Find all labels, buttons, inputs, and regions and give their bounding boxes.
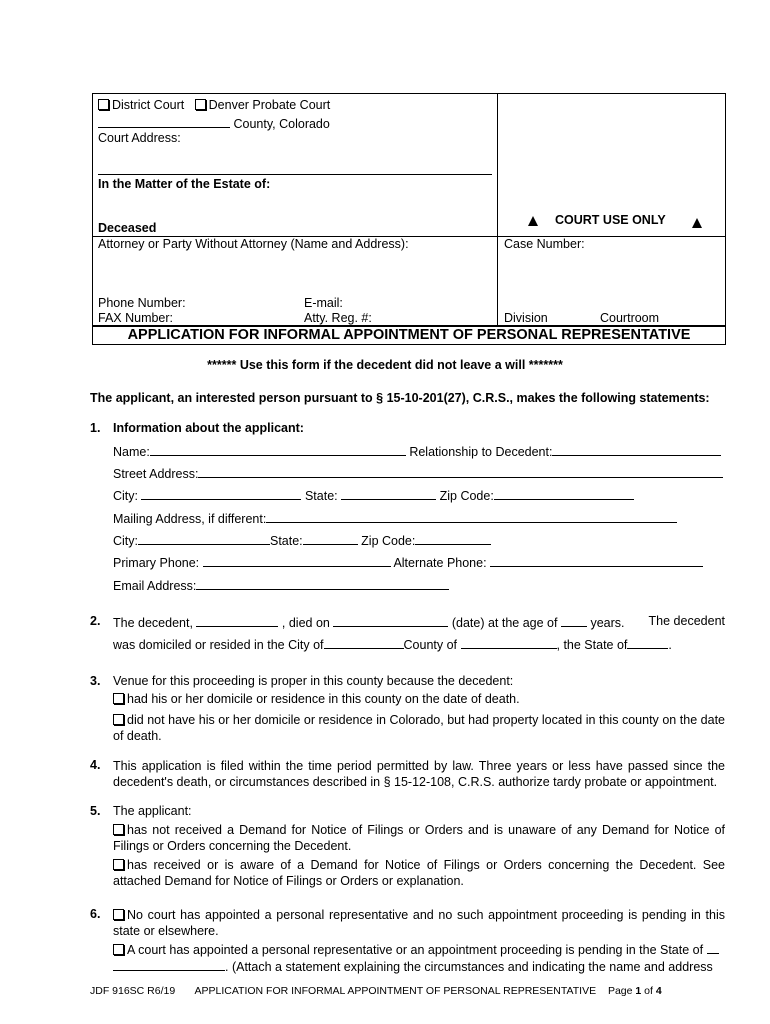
venue-option-2 <box>113 712 725 744</box>
footer-form-id: JDF 916SC R6/19 <box>90 985 176 997</box>
city-field[interactable] <box>141 487 301 500</box>
atty-reg-label: Atty. Reg. #: <box>304 311 372 325</box>
venue-intro: Venue for this proceeding is proper in this county because the decedent: <box>113 674 514 688</box>
age-text: (date) at the age of <box>451 616 558 630</box>
case-number-label: Case Number: <box>504 237 585 251</box>
footer-title: APPLICATION FOR INFORMAL APPOINTMENT OF PERSONAL REPRESENTATIVE <box>194 985 597 997</box>
city2-row <box>113 532 491 548</box>
venue-property-checkbox[interactable] <box>113 714 124 725</box>
venue-option-2-text: did not have his or her domicile or residence in Colorado, but had property located in this county on the date of death. <box>113 713 725 743</box>
caption-divider-vertical <box>497 93 498 326</box>
primary-phone-label: Primary Phone: <box>113 556 200 570</box>
email-address-label: Email Address: <box>113 579 197 593</box>
venue-domicile-checkbox[interactable] <box>113 693 124 704</box>
appointment-option-1-text: No court has appointed a personal representative and no such appointment proceeding is pending in this state or elsewhere. <box>113 908 725 938</box>
attorney-label: Attorney or Party Without Attorney (Name and Address): <box>98 237 409 251</box>
venue-option-1-text: had his or her domicile or residence in this county on the date of death. <box>127 692 520 706</box>
appointment-option-2 <box>113 941 725 958</box>
email-row <box>113 577 449 593</box>
city2-field[interactable] <box>138 532 270 545</box>
decedent-row-1 <box>113 614 725 630</box>
relationship-field[interactable] <box>552 443 721 456</box>
phone-label: Phone Number: <box>98 296 186 310</box>
section-1-heading: Information about the applicant: <box>113 421 304 435</box>
zip2-field[interactable] <box>415 532 491 545</box>
district-court-label: District Court <box>112 98 185 112</box>
decedent-text: The decedent, <box>113 616 193 630</box>
demand-not-received-checkbox[interactable] <box>113 824 124 835</box>
mailing-row <box>113 510 677 526</box>
city2-label: City: <box>113 534 138 548</box>
state-label: State: <box>304 489 338 503</box>
mailing-label: Mailing Address, if different: <box>113 512 267 526</box>
decedent-row-2 <box>113 636 672 652</box>
section-5-number: 5. <box>90 804 101 818</box>
primary-phone-field[interactable] <box>203 554 391 567</box>
years-text: years. <box>590 616 625 630</box>
email-label: E-mail: <box>304 296 343 310</box>
demand-option-2-text: has received or is aware of a Demand for Notice of Filings or Orders concerning the Decedent. See attached Demand for Notice of Filings or Orders or explanation. <box>113 858 725 888</box>
district-court-checkbox[interactable] <box>98 99 109 110</box>
section-1-number: 1. <box>90 421 101 435</box>
street-label: Street Address: <box>113 467 199 481</box>
alt-phone-label: Alternate Phone: <box>393 556 487 570</box>
appointment-attach-text: . (Attach a statement explaining the circumstances and indicating the name and address <box>225 960 713 974</box>
denver-probate-court-checkbox[interactable] <box>195 99 206 110</box>
applicant-intro: The applicant: <box>113 804 192 818</box>
court-address-label: Court Address: <box>98 131 181 145</box>
footer-page-total: 4 <box>655 985 662 997</box>
court-selection <box>98 98 330 112</box>
section-4-number: 4. <box>90 758 101 772</box>
fax-label: FAX Number: <box>98 311 174 325</box>
death-date-field[interactable] <box>333 614 448 627</box>
intro-text: The applicant, an interested person pursuant to § 15-10-201(27), C.R.S., makes the following statements: <box>90 391 710 405</box>
city-of-field[interactable] <box>324 636 404 649</box>
form-title: APPLICATION FOR INFORMAL APPOINTMENT OF PERSONAL REPRESENTATIVE <box>92 325 726 345</box>
age-field[interactable] <box>561 614 587 627</box>
matter-label: In the Matter of the Estate of: <box>98 177 271 191</box>
notice-text: ****** Use this form if the decedent did not leave a will ******* <box>207 358 563 372</box>
demand-option-2 <box>113 857 725 889</box>
state-blank-field-2[interactable] <box>113 958 225 971</box>
phone-row <box>113 554 703 570</box>
mailing-field[interactable] <box>266 510 677 523</box>
appointment-option-2-cont <box>113 958 713 974</box>
arrow-up-icon <box>528 215 538 229</box>
relationship-label: Relationship to Decedent: <box>409 445 553 459</box>
section-2-number: 2. <box>90 614 101 628</box>
section-6-number: 6. <box>90 907 101 921</box>
court-use-only-label: COURT USE ONLY <box>555 213 666 227</box>
footer-page-prefix: Page <box>607 985 633 997</box>
state2-label: State: <box>270 534 303 548</box>
deceased-label: Deceased <box>98 221 157 235</box>
arrow-up-icon <box>692 217 702 231</box>
county-of-field[interactable] <box>461 636 557 649</box>
city-label: City: <box>113 489 138 503</box>
demand-option-1 <box>113 822 725 854</box>
appointment-option-2-text: A court has appointed a personal representative or an appointment proceeding is pending in the State of <box>127 943 704 957</box>
name-field[interactable] <box>150 443 406 456</box>
appointment-pending-checkbox[interactable] <box>113 944 124 955</box>
zip-field[interactable] <box>494 487 634 500</box>
zip2-label: Zip Code: <box>361 534 416 548</box>
demand-received-checkbox[interactable] <box>113 859 124 870</box>
state-of-field[interactable] <box>627 636 668 649</box>
footer <box>90 985 662 997</box>
county-blank[interactable] <box>98 115 230 128</box>
demand-option-1-text: has not received a Demand for Notice of Filings or Orders and is unaware of any Demand for Notice of Filings or Orders concerning the Decedent. <box>113 823 725 853</box>
died-on-text: , died on <box>281 616 330 630</box>
state-field[interactable] <box>341 487 436 500</box>
estate-name-line[interactable] <box>98 174 492 175</box>
state-blank-field[interactable] <box>707 941 719 954</box>
street-row <box>113 465 723 481</box>
applicant-name-row <box>113 443 721 459</box>
street-field[interactable] <box>198 465 723 478</box>
section-3-number: 3. <box>90 674 101 688</box>
denver-probate-court-label: Denver Probate Court <box>208 98 331 112</box>
county-label: County, Colorado <box>233 117 330 131</box>
decedent-text-2: The decedent <box>648 614 725 628</box>
name-label: Name: <box>113 445 150 459</box>
footer-page-of: of <box>644 985 653 997</box>
city-row <box>113 487 634 503</box>
footer-page-current: 1 <box>635 985 642 997</box>
no-appointment-checkbox[interactable] <box>113 909 124 920</box>
division-label: Division <box>504 311 548 325</box>
decedent-name-field[interactable] <box>196 614 278 627</box>
period-text: . <box>668 638 672 652</box>
state-of-text: , the State of <box>556 638 628 652</box>
zip-label: Zip Code: <box>439 489 494 503</box>
time-period-text: This application is filed within the time period permitted by law. Three years or less have passed since the decedent's death, or circumstances described in § 15-12-108, C.R.S. authorize tardy probate or appointment. <box>113 759 725 789</box>
alt-phone-field[interactable] <box>490 554 703 567</box>
county-of-text: County of <box>403 638 458 652</box>
state2-field[interactable] <box>303 532 358 545</box>
courtroom-label: Courtroom <box>600 311 660 325</box>
email-field[interactable] <box>196 577 449 590</box>
venue-option-1 <box>113 692 520 706</box>
appointment-option-1 <box>113 907 725 939</box>
domiciled-text: was domiciled or resided in the City of <box>113 638 324 652</box>
